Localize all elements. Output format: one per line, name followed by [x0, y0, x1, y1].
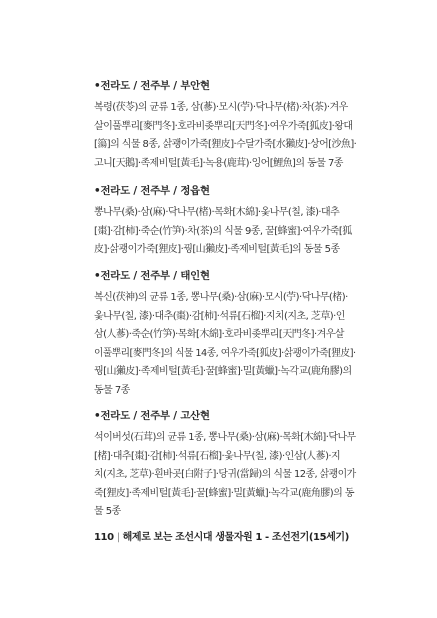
body-line: [棗]·감[柿]·죽순(竹笋)·차(茶)의 식물 9종, 꿀[蜂蜜]·여우가죽[狐	[94, 225, 352, 237]
body-line: 꿩[山獺皮]·족제비털[黃毛]·꿀[蜂蜜]·밀[黃蠟]·녹각교(鹿角膠)의	[94, 366, 352, 378]
footer-separator: |	[116, 532, 120, 543]
body-line: 물 5종	[94, 506, 121, 518]
body-line: 복령(茯苓)의 균류 1종, 삼(蔘)·모시(苧)·닥나무(楮)·차(茶)·겨우	[94, 102, 348, 113]
body-line: 치(지초, 芝草)·흰바곳[白附子]·당귀(當歸)의 식물 12종, 삵괭이가	[94, 469, 356, 481]
section-heading: •전라도 / 전주부 / 정읍현	[94, 185, 210, 197]
body-line: 살이풀뿌리[麥門冬]·호라비좆뿌리[天門冬]·여우가죽[狐皮]·왕대	[94, 120, 353, 132]
body-line: 복신(茯神)의 균류 1종, 뽕나무(桑)·삼(麻)·모시(苧)·닥나무(楮)·	[94, 292, 348, 303]
section-body	[94, 204, 356, 260]
body-line: 삼(人蔘)·죽순(竹笋)·목화[木綿]·호라비좆뿌리[天門冬]·겨우살	[94, 329, 344, 341]
body-line: 동물 7종	[94, 384, 130, 396]
section-taein	[94, 269, 356, 401]
section-buan	[94, 79, 356, 173]
section-body	[94, 99, 356, 173]
page-number: 110	[94, 532, 114, 543]
body-line: 옻나무(칠, 漆)·대추(棗)·감[柿]·석류[石榴]·지치(지초, 芝草)·인	[94, 310, 345, 322]
section-body	[94, 429, 356, 522]
body-line: 석이버섯(石茸)의 균류 1종, 뽕나무(桑)·삼(麻)·목화[木綿]·닥나무	[94, 432, 356, 443]
body-line: [楮]·대추[棗]·감[柿]·석류[石榴]·옻나무(칠, 漆)·인삼(人蔘)·지	[94, 450, 341, 462]
section-heading: •전라도 / 전주부 / 태인현	[94, 270, 210, 282]
section-body	[94, 289, 356, 401]
section-heading: •전라도 / 전주부 / 부안현	[94, 80, 210, 92]
body-line: 皮]·삵괭이가죽[狸皮]·꿩[山獺皮]·족제비털[黃毛]의 동물 5종	[94, 244, 340, 256]
page-footer	[94, 531, 349, 545]
body-line: [簜]의 식물 8종, 삵괭이가죽[狸皮]·수달가죽[水獺皮]·상어[沙魚]·	[94, 139, 357, 151]
section-heading: •전라도 / 전주부 / 고산현	[94, 410, 210, 422]
body-line: 고니[天鵝]·족제비털[黃毛]·녹용(鹿茸)·잉어[鯉魚]의 동물 7종	[94, 157, 343, 169]
book-title: 해제로 보는 조선시대 생물자원 1 - 조선전기(15세기)	[122, 532, 349, 543]
body-line: 뽕나무(桑)·삼(麻)·닥나무(楮)·목화[木綿]·옻나무(칠, 漆)·대추	[94, 207, 340, 218]
body-line: 죽[狸皮]·족제비털[黃毛]·꿀[蜂蜜]·밀[黃蠟]·녹각교(鹿角膠)의 동	[94, 487, 354, 499]
body-line: 이풀뿌리[麥門冬]의 식물 14종, 여우가죽[狐皮]·삵괭이가죽[狸皮]·	[94, 347, 356, 359]
section-gosan	[94, 409, 356, 522]
section-jeongeup	[94, 184, 356, 260]
